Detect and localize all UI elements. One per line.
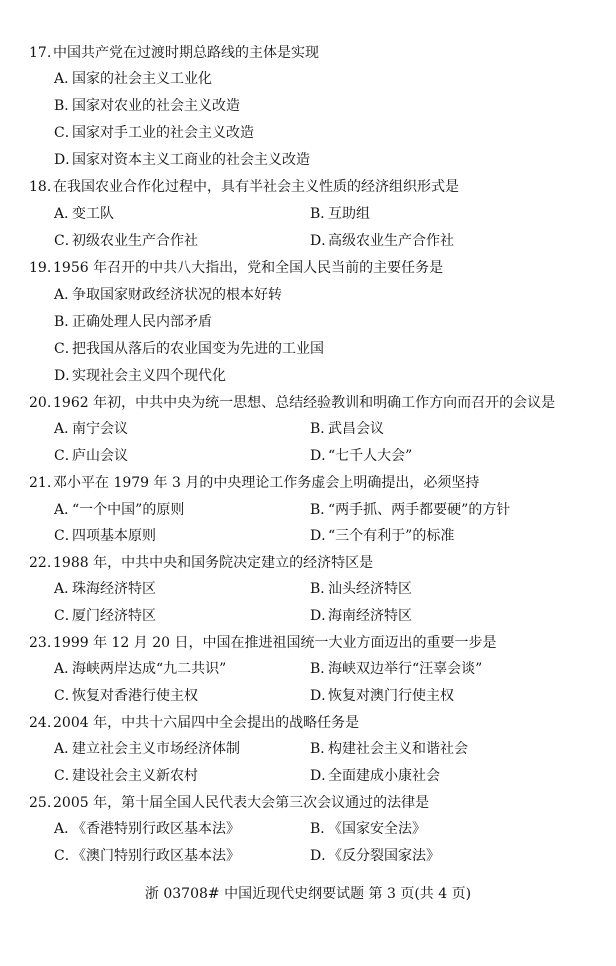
question-number: 18.	[29, 179, 52, 195]
question-stem-19	[29, 259, 443, 277]
question-stem-24	[29, 714, 359, 732]
question-stem-18	[29, 178, 459, 196]
option-a: A．争取国家财政经济状况的根本好转	[54, 287, 282, 303]
question-number: 23.	[29, 635, 52, 651]
option-d: D．“七千人大会”	[310, 448, 413, 464]
page-footer: 浙 03708# 中国近现代史纲要试题 第 3 页(共 4 页)	[144, 886, 472, 902]
option-d: D．《反分裂国家法》	[310, 848, 440, 864]
question-stem-20	[29, 394, 555, 412]
option-b: B．海峡双边举行“汪辜会谈”	[310, 661, 483, 677]
option-c: C．初级农业生产合作社	[54, 233, 198, 249]
option-a: A．国家的社会主义工业化	[54, 71, 212, 87]
question-text: 1999 年 12 月 20 日，中国在推进祖国统一大业方面迈出的重要一步是	[53, 635, 497, 651]
option-b: B．汕头经济特区	[310, 581, 412, 597]
option-b: B．武昌会议	[310, 421, 384, 437]
option-d: D．恢复对澳门行使主权	[310, 688, 454, 704]
option-d: D．全面建成小康社会	[310, 768, 440, 784]
question-number: 19.	[29, 260, 52, 276]
option-c: C．恢复对香港行使主权	[54, 688, 198, 704]
option-b: B．国家对农业的社会主义改造	[54, 98, 240, 114]
question-stem-21	[29, 474, 479, 492]
option-b: B．正确处理人民内部矛盾	[54, 314, 212, 330]
question-text: 1988 年，中共中央和国务院决定建立的经济特区是	[53, 555, 374, 571]
question-text: 1962 年初，中共中央为统一思想、总结经验教训和明确工作方向而召开的会议是	[53, 395, 556, 411]
question-number: 21.	[29, 475, 52, 491]
question-text: 2004 年，中共十六届四中全会提出的战略任务是	[53, 715, 360, 731]
option-a: A．珠海经济特区	[54, 581, 156, 597]
option-b: B．构建社会主义和谐社会	[310, 741, 468, 757]
option-a: A．海峡两岸达成“九二共识”	[54, 661, 227, 677]
option-d: D．实现社会主义四个现代化	[54, 368, 226, 384]
option-a: A．建立社会主义市场经济体制	[54, 741, 240, 757]
option-c: C．把我国从落后的农业国变为先进的工业国	[54, 341, 324, 357]
option-c: C．厦门经济特区	[54, 608, 156, 624]
question-stem-17	[29, 44, 319, 62]
option-a: A．“一个中国”的原则	[54, 502, 185, 518]
option-b: B．“两手抓、两手都要硬”的方针	[310, 502, 511, 518]
option-c: C．四项基本原则	[54, 528, 156, 544]
option-a: A．南宁会议	[54, 421, 128, 437]
question-number: 24.	[29, 715, 52, 731]
question-number: 25.	[29, 795, 52, 811]
option-a: A．变工队	[54, 206, 114, 222]
option-c: C．庐山会议	[54, 448, 128, 464]
option-b: B．《国家安全法》	[310, 821, 426, 837]
question-number: 22.	[29, 555, 52, 571]
option-d: D．高级农业生产合作社	[310, 233, 454, 249]
question-number: 17.	[29, 45, 52, 61]
option-c: C．建设社会主义新农村	[54, 768, 198, 784]
question-text: 邓小平在 1979 年 3 月的中央理论工作务虚会上明确提出，必须坚持	[53, 475, 480, 491]
question-stem-25	[29, 794, 429, 812]
question-stem-23	[29, 634, 497, 652]
option-b: B．互助组	[310, 206, 370, 222]
option-a: A．《香港特别行政区基本法》	[54, 821, 240, 837]
question-text: 1956 年召开的中共八大指出，党和全国人民当前的主要任务是	[53, 260, 444, 276]
question-text: 中国共产党在过渡时期总路线的主体是实现	[53, 45, 319, 61]
option-c: C．《澳门特别行政区基本法》	[54, 848, 240, 864]
question-text: 2005 年，第十届全国人民代表大会第三次会议通过的法律是	[53, 795, 430, 811]
option-d: D．国家对资本主义工商业的社会主义改造	[54, 152, 310, 168]
question-text: 在我国农业合作化过程中，具有半社会主义性质的经济组织形式是	[53, 179, 459, 195]
option-c: C．国家对手工业的社会主义改造	[54, 125, 254, 141]
question-stem-22	[29, 554, 373, 572]
question-number: 20.	[29, 395, 52, 411]
option-d: D．海南经济特区	[310, 608, 412, 624]
option-d: D．“三个有利于”的标准	[310, 528, 455, 544]
